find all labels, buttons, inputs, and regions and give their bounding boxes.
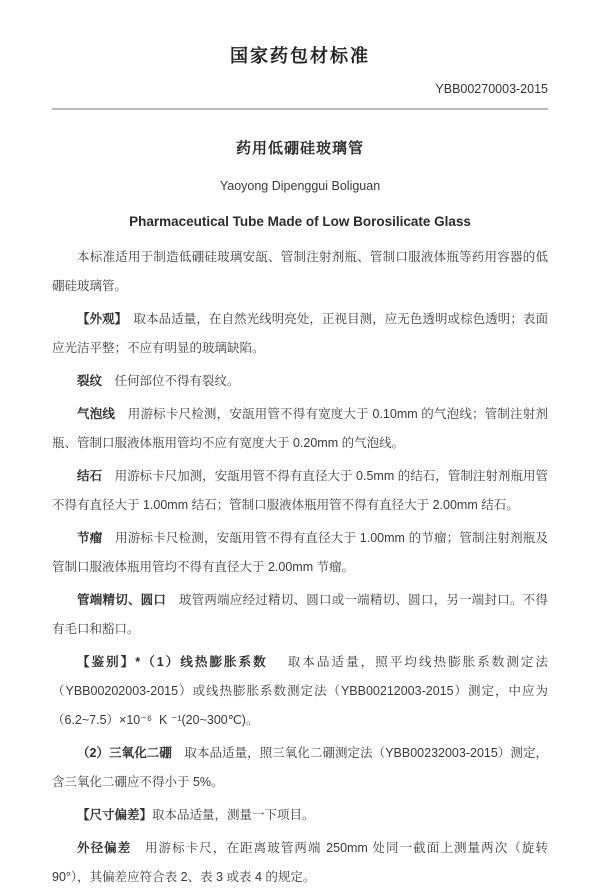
paragraph-label: 节瘤 (77, 531, 103, 545)
paragraph-label: 气泡线 (77, 407, 116, 421)
doc-title-pinyin: Yaoyong Dipenggui Boliguan (219, 179, 381, 193)
paragraph-tube-ends (52, 586, 548, 644)
paragraph-text: 取本品适量，照三氧化二硼测定法（YBB00232003-2015）测定，含三氧化二硼应不得小于 5%。 (52, 746, 548, 789)
paragraph-boron-trioxide (52, 739, 548, 797)
paragraph-label: （2）三氧化二硼 (77, 746, 172, 760)
paragraph-text: 取本品适量，测量一下项目。 (152, 808, 315, 822)
standard-code: YBB00270003-2015 (435, 82, 548, 96)
paragraph-dimension-deviation (52, 801, 548, 830)
paragraph-text: 取本品适量，照平均线热膨胀系数测定法（YBB00202003-2015）或线热膨胀系数测定法（YBB00212003-2015）测定，中应为（6.2~7.5）×10⁻⁶ K ⁻¹(20~300℃)。 (52, 655, 548, 727)
paragraph-label: 管端精切、圆口 (77, 593, 167, 607)
paragraph-outer-diameter (52, 834, 548, 892)
paragraph-label: 【外观】 (77, 312, 121, 326)
header-divider (52, 108, 548, 110)
paragraph-text: 任何部位不得有裂纹。 (102, 374, 240, 388)
paragraph-label: 【尺寸偏差】 (77, 808, 153, 822)
doc-title-chinese: 药用低硼硅玻璃管 (235, 140, 364, 157)
paragraph-label: 外径偏差 (77, 841, 132, 855)
paragraph-scope (52, 243, 548, 301)
paragraph-airlines (52, 400, 548, 458)
paragraph-text: 玻管两端应经过精切、圆口或一端精切、圆口，另一端封口。不得有毛口和豁口。 (52, 593, 548, 636)
paragraph-text: 本标准适用于制造低硼硅玻璃安瓿、管制注射剂瓶、管制口服液体瓶等药用容器的低硼硅玻璃管。 (52, 250, 548, 293)
paragraph-appearance (52, 305, 548, 363)
page-title: 国家药包材标准 (230, 46, 370, 66)
paragraph-label: 【鉴别】*（1）线热膨胀系数 (77, 655, 268, 669)
paragraph-text: 用游标卡尺检测，安瓿用管不得有宽度大于 0.10mm 的气泡线；管制注射剂瓶、管制口服液体瓶用管均不应有宽度大于 0.20mm 的气泡线。 (52, 407, 548, 450)
doc-title-english: Pharmaceutical Tube Made of Low Borosilicate Glass (129, 214, 471, 229)
paragraph-label: 裂纹 (77, 374, 103, 388)
paragraph-text: 用游标卡尺，在距离玻管两端 250mm 处同一截面上测量两次（旋转 90°），其偏差应符合表 2、表 3 或表 4 的规定。 (52, 841, 548, 884)
paragraph-cracks (52, 367, 548, 396)
paragraph-text: 取本品适量，在自然光线明亮处，正视目测，应无色透明或棕色透明；表面应光洁平整；不应有明显的玻璃缺陷。 (52, 312, 548, 355)
paragraph-identification-expansion (52, 648, 548, 735)
paragraph-knots (52, 524, 548, 582)
document-body (52, 243, 548, 892)
paragraph-stones (52, 462, 548, 520)
paragraph-text: 用游标卡尺检测，安瓿用管不得有直径大于 1.00mm 的节瘤；管制注射剂瓶及管制口服液体瓶用管均不得有直径大于 2.00mm 节瘤。 (52, 531, 548, 574)
paragraph-label: 结石 (77, 469, 103, 483)
paragraph-text: 用游标卡尺加测，安瓿用管不得有直径大于 0.5mm 的结石，管制注射剂瓶用管不得有直径大于 1.00mm 结石；管制口服液体瓶用管不得有直径大于 2.00mm 结石。 (52, 469, 548, 512)
